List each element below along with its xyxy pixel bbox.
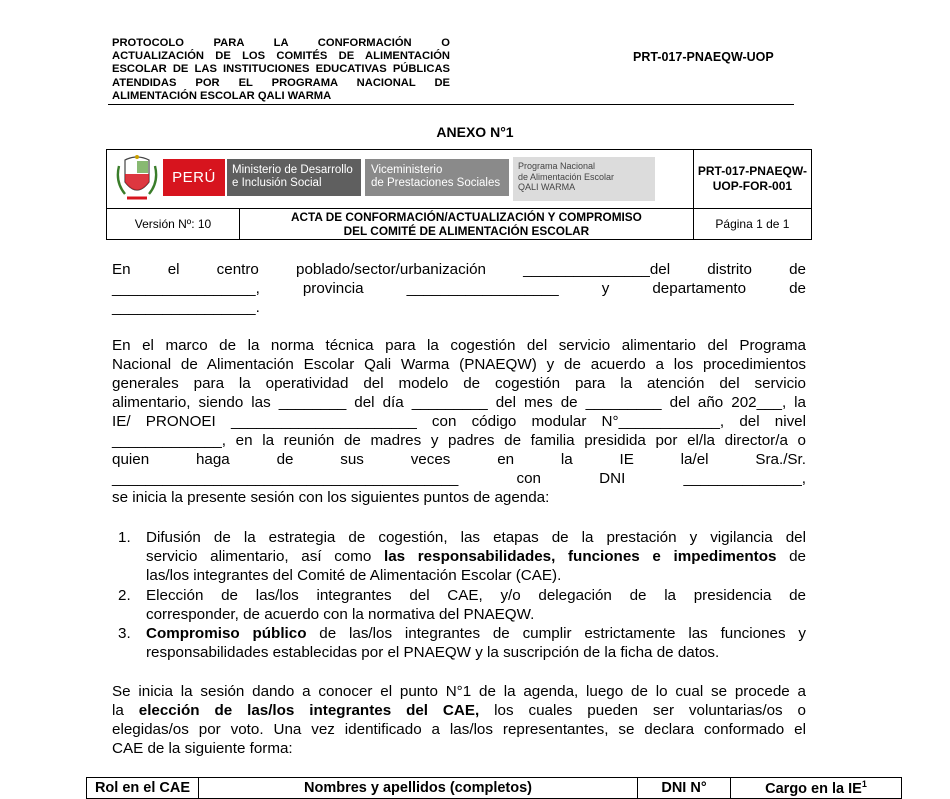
ministry-block [227,159,361,196]
text-line: servicio alimentario, así como las responsabilidades, funciones e impedimentos de [146,548,806,565]
col-header-dni: DNI N° [638,778,731,799]
session-paragraph [112,682,806,758]
institution-banner-cell [107,150,694,209]
protocol-line: ACTUALIZACIÓN DE LOS COMITÉS DE ALIMENTACIÓN [112,50,450,63]
form-code-cell [693,150,811,209]
acta-title-cell [240,209,694,240]
text-line: Difusión de la estrategia de cogestión, las etapas de la prestación y vigilancia del [146,529,806,546]
text-line: generales para la operatividad del modelo de cogestión para la atención del servicio [112,375,806,392]
program-line: QALI WARMA [518,182,576,192]
footnote-marker: 1 [861,779,867,790]
version-cell: Versión Nº: 10 [107,209,240,240]
text-line: Compromiso público de las/los integrantes de cumplir estrictamente las funciones y [146,625,806,642]
text-line: responsabilidades establecidas por el PNAEQW y la suscripción de la ficha de datos. [146,644,720,661]
agenda-number: 3. [118,625,131,642]
text-line: las/los integrantes del Comité de Alimentación Escolar (CAE). [146,567,562,584]
protocol-line: ALIMENTACIÓN ESCOLAR QALI WARMA [112,89,332,102]
vice-ministry-block [365,159,509,196]
protocol-title [112,37,450,103]
text-line: En el centro poblado/sector/urbanización _______________del distrito de [112,261,806,278]
acta-line: DEL COMITÉ DE ALIMENTACIÓN ESCOLAR [343,224,590,238]
program-block [513,157,655,201]
peru-brand: PERÚ [163,159,225,196]
ministry-line: e Inclusión Social [232,177,322,189]
text-line: En el marco de la norma técnica para la cogestión del servicio alimentario del Programa [112,337,806,354]
text-line: IE/ PRONOEI ______________________ con código modular N°____________, del nivel [112,413,806,430]
acta-line: ACTA DE CONFORMACIÓN/ACTUALIZACIÓN Y COMPROMISO [291,210,642,224]
text-line: se inicia la presente sesión con los siguientes puntos de agenda: [112,489,550,506]
institution-banner [115,153,657,203]
location-paragraph [112,260,806,317]
text-line: _________________. [112,299,260,316]
text-line: Nacional de Alimentación Escolar Qali Warma (PNAEQW) y de acuerdo a los procedimientos [112,356,806,373]
text-line: Elección de las/los integrantes del CAE, y/o delegación de la presidencia de [146,587,806,604]
col-header-names: Nombres y apellidos (completos) [199,778,638,799]
cae-members-table [86,777,902,799]
header-divider [108,104,794,105]
ministry-line: Ministerio de Desarrollo [232,164,353,176]
annex-title: ANEXO N°1 [436,124,514,140]
text-line: _________________________________________ con DNI ______________, [112,470,806,487]
text-line: la elección de las/los integrantes del CAE, los cuales pueden ser voluntarias/os o [112,702,807,719]
protocol-line: ESCOLAR DE LAS INSTITUCIONES EDUCATIVAS PÚBLICAS [112,63,450,76]
program-line: de Alimentación Escolar [518,171,615,182]
agenda-item-2 [112,586,806,624]
protocol-line: ATENDIDAS POR EL PROGRAMA NACIONAL DE [112,76,450,89]
text-line: Se inicia la sesión dando a conocer el punto N°1 de la agenda, luego de lo cual se procede a [112,683,806,700]
form-code-line: PRT-017-PNAEQW- [697,164,807,178]
vice-line: Viceministerio [371,164,443,176]
text-line: quien haga de sus veces en la IE la/el Sra./Sr. [112,451,806,468]
text-line: _____________, en la reunión de madres y padres de familia presidida por el/la director/a o [112,432,806,449]
agenda-item-1 [112,528,806,585]
document-code: PRT-017-PNAEQW-UOP [633,50,774,64]
framework-paragraph [112,336,806,507]
page-number-cell: Página 1 de 1 [693,209,811,240]
col-header-role: Rol en el CAE [87,778,199,799]
text-line: elegidas/os por voto. Una vez identificado a las/los representantes, se declara conformado el [112,721,806,738]
form-header-table [106,149,812,240]
agenda-number: 1. [118,529,131,546]
text-line: _________________, provincia __________________ y departamento de [112,280,806,297]
col-header-position: Cargo en la $IE^1$ [731,778,902,799]
program-line: Programa Nacional [518,161,596,171]
vice-line: de Prestaciones Sociales [371,177,501,189]
text-line: CAE de la siguiente forma: [112,740,293,757]
protocol-line: PROTOCOLO PARA LA CONFORMACIÓN O [112,37,450,49]
agenda-item-3 [112,624,806,662]
agenda-number: 2. [118,587,131,604]
coat-of-arms-icon [115,154,159,202]
text-line: alimentario, siendo las ________ del día _________ del mes de _________ del año 202___, la [112,394,806,411]
text-line: corresponder, de acuerdo con la normativa del PNAEQW. [146,606,535,623]
form-code-line: UOP-FOR-001 [712,179,793,193]
